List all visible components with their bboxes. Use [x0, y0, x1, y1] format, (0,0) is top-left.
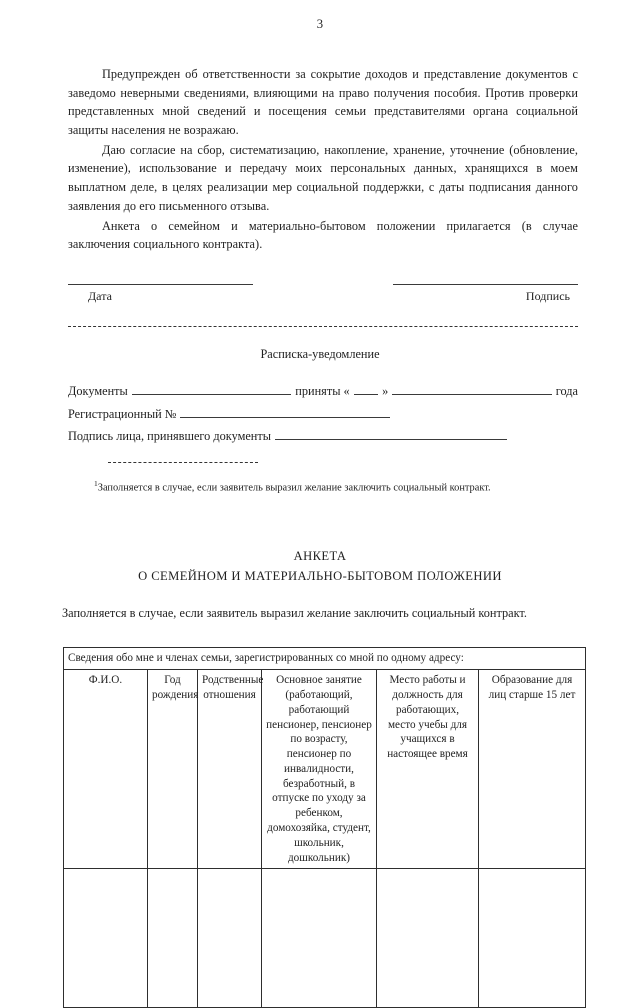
paragraph-warning: Предупрежден об ответственности за сокрытие доходов и представление документов с заведомо неверными сведениями, влияющими на право получения пособия. Против проверки представленных мной сведений и посещения семьи представителями органа социальной защиты населения не возражаю.: [68, 67, 578, 138]
table-banner-cell: Сведения обо мне и членах семьи, зарегистрированных со мной по одному адресу:: [64, 648, 586, 670]
receipt-day-input-line[interactable]: [354, 383, 378, 395]
table-header-birth-year: Год рождения: [148, 670, 198, 869]
body-text-block: [68, 65, 578, 254]
anketa-title-line2: О СЕМЕЙНОМ И МАТЕРИАЛЬНО-БЫТОВОМ ПОЛОЖЕНИИ: [138, 569, 502, 584]
receipt-line-signature: [68, 425, 578, 448]
date-label: Дата: [88, 288, 112, 303]
receipt-month-input-line[interactable]: [392, 383, 552, 395]
receipt-registration-input-line[interactable]: [180, 406, 390, 418]
footnote-marker: 1: [94, 479, 98, 489]
table-cell-occupation[interactable]: [262, 869, 377, 1008]
table-cell-workplace[interactable]: [377, 869, 479, 1008]
paragraph-anketa-attached: Анкета о семейном и материально-бытовом положении прилагается (в случае заключения социального контракта).: [68, 218, 578, 252]
short-dashed-line: [108, 462, 258, 463]
table-cell-education[interactable]: [479, 869, 586, 1008]
receipt-line-registration: [68, 403, 578, 426]
table-header-occupation: Основное занятие (работающий, работающий пенсионер, пенсионер по возрасту, пенсионер по инвалидности, безработный, в отпуске по уходу за ребенком, домохозяйка, студент, школьник, дошкольник): [262, 670, 377, 869]
anketa-heading: [0, 546, 640, 586]
footnote-text: Заполняется в случае, если заявитель выразил желание заключить социальный контракт.: [97, 482, 491, 494]
table-header-workplace: Место работы и должность для работающих, место учебы для учащихся в настоящее время: [377, 670, 479, 869]
receipt-accepted-label: приняты «: [295, 383, 350, 398]
table-header-relation: Родственные отношения: [198, 670, 262, 869]
signature-label: Подпись: [525, 288, 570, 303]
table-header-education: Образование для лиц старше 15 лет: [479, 670, 586, 869]
receipt-line-documents: [68, 380, 578, 403]
receipt-block: [68, 380, 578, 463]
receipt-quote-close: »: [382, 383, 389, 398]
table-cell-fio[interactable]: [64, 869, 148, 1008]
page-number: 3: [316, 16, 324, 31]
table-header-fio: Ф.И.О.: [64, 670, 148, 869]
receipt-registration-label: Регистрационный №: [68, 406, 177, 421]
anketa-table: [63, 647, 586, 1008]
receipt-documents-label: Документы: [68, 383, 128, 398]
paragraph-personal-data-consent: Даю согласие на сбор, систематизацию, накопление, хранение, уточнение (обновление, изменение), использование и передачу моих персональных данных, хранящихся в моем выплатном деле, в целях реализации мер социальной поддержки, с даты подписания данного заявления до его письменного отзыва.: [68, 142, 578, 213]
signature-field-group[interactable]: [393, 284, 578, 304]
table-header-row: [64, 670, 586, 869]
footnote: [68, 479, 578, 496]
receipt-title: Расписка-уведомление: [260, 346, 380, 361]
receipt-documents-input-line[interactable]: [132, 383, 292, 395]
date-field-group[interactable]: [68, 284, 253, 304]
receipt-year-label: года: [555, 383, 578, 398]
tear-off-dashed-line: [68, 326, 578, 327]
table-cell-relation[interactable]: [198, 869, 262, 1008]
signature-row: [68, 284, 578, 304]
anketa-note: Заполняется в случае, если заявитель выразил желание заключить социальный контракт.: [62, 606, 527, 621]
anketa-title-line1: АНКЕТА: [293, 549, 347, 564]
anketa-table-wrapper: [63, 647, 585, 1008]
receipt-signature-input-line[interactable]: [275, 428, 507, 440]
table-banner-row: [64, 648, 586, 670]
table-cell-birth-year[interactable]: [148, 869, 198, 1008]
receipt-signature-label: Подпись лица, принявшего документы: [68, 429, 272, 444]
table-row[interactable]: [64, 869, 586, 1008]
